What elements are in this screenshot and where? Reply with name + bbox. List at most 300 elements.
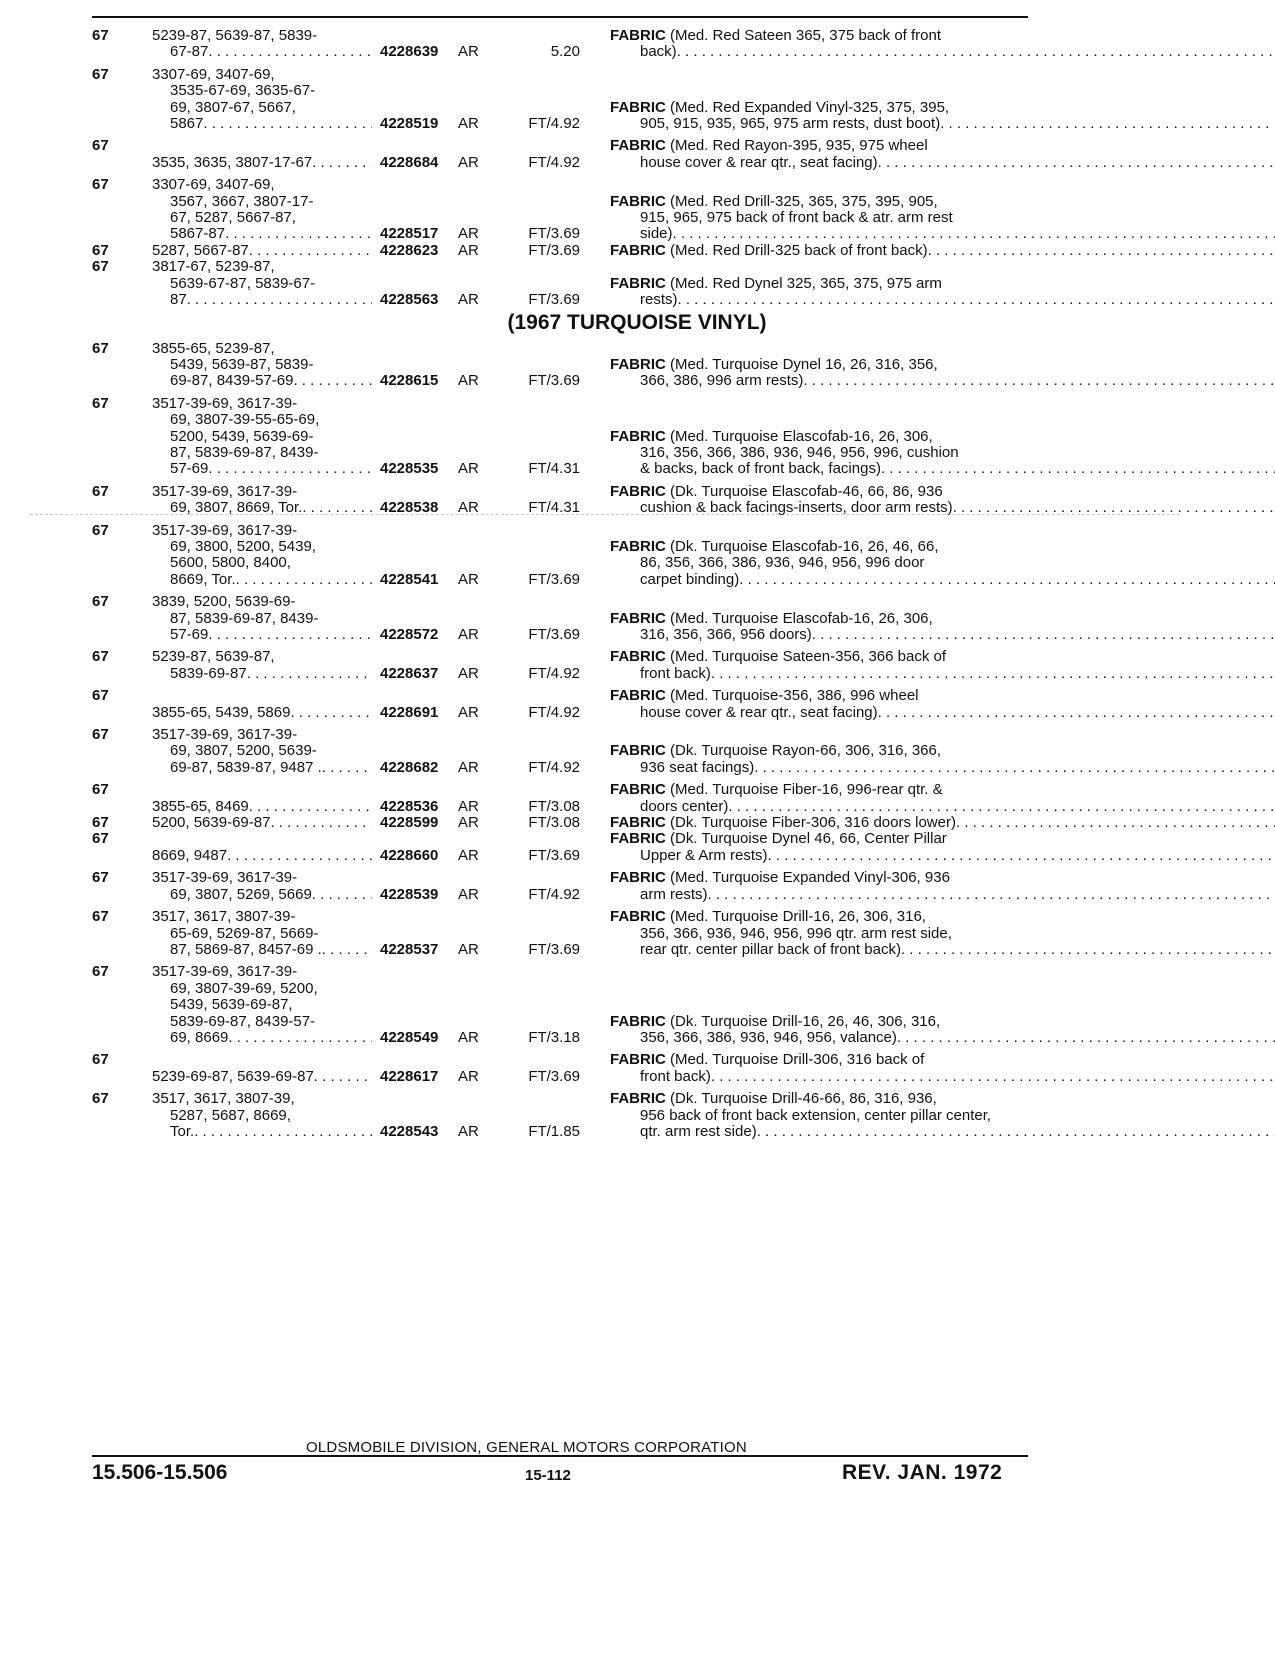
model-list (150, 594, 372, 643)
part-number: 4228538 (380, 499, 439, 517)
unit-price: FT/4.92 (528, 153, 580, 171)
footer-rule (92, 1455, 1028, 1457)
quantity: AR (458, 372, 479, 390)
unit-price: FT/3.69 (528, 626, 580, 643)
leader-dots (897, 1030, 1275, 1046)
quantity: AR (458, 626, 479, 643)
description (610, 138, 1275, 171)
quantity: AR (458, 1028, 479, 1046)
description-line: FABRIC (Med. Red Drill-325, 365, 375, 395, 905, (610, 192, 938, 210)
part-number: 4228684 (380, 153, 439, 171)
table-row (92, 396, 1032, 478)
leader-dots (208, 627, 372, 643)
description-line: FABRIC (Dk. Turquoise Dynel 46, 66, Center Pillar (610, 830, 947, 848)
model-year: 67 (92, 963, 109, 981)
model-text: 69, 3807, 8669, Tor. (170, 499, 303, 517)
description (610, 194, 1275, 243)
model-text: 5287, 5667-87 (152, 241, 249, 259)
part-number: 4228660 (380, 846, 439, 864)
leader-dots (728, 799, 1275, 815)
table-row (92, 259, 1032, 308)
table-row (92, 177, 1032, 243)
model-line: 5239-87, 5639-87, 5839- (152, 27, 318, 44)
table-row (92, 341, 1032, 390)
top-rule (92, 16, 1028, 18)
table-row (92, 1091, 1032, 1140)
description-keyword: FABRIC (610, 355, 666, 373)
model-text: 3855-65, 8469 (152, 797, 249, 815)
description-line: FABRIC (Dk. Turquoise Drill-16, 26, 46, 306, 316, (610, 1012, 941, 1030)
model-list (150, 259, 372, 308)
leader-dots (673, 226, 1275, 242)
description-line: FABRIC (Med. Turquoise-356, 386, 996 wheel (610, 687, 919, 705)
table-row (92, 688, 1032, 721)
description-text: 905, 915, 935, 965, 975 arm rests, dust boot) (640, 115, 941, 133)
description-line (610, 461, 1275, 477)
leader-dots (249, 799, 372, 815)
quantity: AR (458, 225, 479, 243)
model-list (150, 909, 372, 958)
leader-dots (247, 666, 372, 682)
model-list (150, 243, 372, 259)
model-year: 67 (92, 726, 109, 744)
description (610, 276, 1275, 309)
description-line: FABRIC (Med. Turquoise Elascofab-16, 26, 306, (610, 427, 933, 445)
description-text: 316, 356, 366, 956 doors) (640, 626, 812, 643)
model-line: 5839-69-87, 8439-57- (170, 1012, 316, 1030)
quantity: AR (458, 43, 479, 61)
model-year: 67 (92, 830, 109, 848)
model-year: 67 (92, 258, 109, 276)
quantity: AR (458, 814, 479, 832)
description (610, 743, 1275, 776)
description-keyword: FABRIC (610, 869, 666, 887)
leader-dots (314, 1069, 372, 1085)
model-line (152, 292, 372, 308)
description-keyword: FABRIC (610, 1012, 666, 1030)
model-year: 67 (92, 908, 109, 926)
unit-price: FT/4.92 (528, 885, 580, 903)
description-line: 316, 356, 366, 386, 936, 946, 956, 996, cushion (640, 443, 959, 461)
model-text: 5867-87 (170, 225, 226, 243)
description (610, 1014, 1275, 1047)
description-line: 956 back of front back extension, center pillar center, (640, 1106, 992, 1124)
leader-dots (227, 848, 372, 864)
model-text: 5839-69-87 (170, 664, 247, 682)
model-line (152, 848, 372, 864)
description-text: house cover & rear qtr., seat facing) (640, 153, 878, 171)
table-row (92, 909, 1032, 958)
model-line (152, 666, 372, 682)
leader-dots (940, 116, 1275, 132)
model-line: 69, 3800, 5200, 5439, (170, 537, 316, 555)
model-list (150, 177, 372, 243)
description-line: FABRIC (Med. Turquoise Drill-16, 26, 306, 316, (610, 908, 926, 926)
model-line (152, 942, 372, 958)
description-line (610, 848, 1275, 864)
footer-page-number: 15-112 (525, 1467, 571, 1484)
model-list (150, 799, 372, 815)
model-year: 67 (92, 27, 109, 44)
part-number: 4228536 (380, 797, 439, 815)
description (610, 831, 1275, 864)
leader-dots (803, 373, 1275, 389)
leader-dots (312, 155, 372, 171)
model-year: 67 (92, 339, 109, 357)
model-list (150, 1091, 372, 1140)
model-list (150, 155, 372, 171)
description-line (610, 1124, 1275, 1140)
description-text: doors center) (640, 797, 729, 815)
part-number: 4228682 (380, 758, 439, 776)
footer-organization: OLDSMOBILE DIVISION, GENERAL MOTORS CORPORATION (306, 1439, 747, 1456)
description-line: FABRIC (Dk. Turquoise Rayon-66, 306, 316, 366, (610, 742, 942, 760)
description-line (610, 155, 1275, 171)
model-year: 67 (92, 1051, 109, 1069)
description (610, 688, 1275, 721)
quantity: AR (458, 885, 479, 903)
description-line (610, 666, 1275, 682)
model-year: 67 (92, 137, 109, 155)
leader-dots (270, 815, 372, 831)
table-row (92, 484, 1032, 517)
model-line (152, 815, 372, 831)
description-text: front back) (640, 1067, 711, 1085)
description-keyword: FABRIC (610, 482, 666, 500)
description-text: carpet binding) (640, 570, 740, 588)
model-line: 69, 3807-39-55-65-69, (170, 411, 320, 429)
leader-dots (878, 155, 1275, 171)
model-text: 87 (170, 291, 187, 309)
table-row (92, 594, 1032, 643)
description-keyword: FABRIC (610, 137, 666, 155)
leader-dots (312, 887, 372, 903)
model-line: 5439, 5639-87, 5839- (170, 355, 314, 373)
description-line (610, 44, 1275, 60)
unit-price: FT/4.92 (528, 703, 580, 721)
part-number: 4228537 (380, 940, 439, 958)
model-text: 69, 8669 (170, 1028, 229, 1046)
unit-price: FT/3.69 (528, 940, 580, 958)
parts-group-turquoise (92, 341, 1032, 1141)
description (610, 870, 1275, 903)
model-line (152, 461, 372, 477)
part-number: 4228691 (380, 703, 439, 721)
model-line (152, 887, 372, 903)
model-year: 67 (92, 593, 109, 611)
description-text: front back) (640, 664, 711, 682)
model-year: 67 (92, 394, 109, 412)
model-line (152, 1030, 372, 1046)
unit-price: FT/4.31 (528, 499, 580, 517)
description-text: Upper & Arm rests) (640, 846, 768, 864)
description-line: FABRIC (Dk. Turquoise Elascofab-46, 66, 86, 936 (610, 482, 943, 500)
description-keyword: FABRIC (610, 537, 666, 555)
description-keyword: FABRIC (610, 192, 666, 210)
model-line: 3517-39-69, 3617-39- (152, 482, 298, 500)
part-number: 4228543 (380, 1122, 439, 1140)
description-line: 86, 356, 366, 386, 936, 946, 956, 996 door (640, 554, 925, 572)
quantity: AR (458, 940, 479, 958)
description-line (610, 116, 1275, 132)
leader-dots (208, 461, 372, 477)
unit-price: FT/3.69 (528, 846, 580, 864)
model-line: 5639-67-87, 5839-67- (170, 274, 316, 292)
model-year: 67 (92, 521, 109, 539)
description-line (610, 1030, 1275, 1046)
model-line: 69, 3807-39-69, 5200, (170, 979, 318, 997)
description (610, 100, 1275, 133)
model-line: 3517-39-69, 3617-39- (152, 869, 298, 887)
model-line: 3817-67, 5239-87, (152, 258, 275, 276)
unit-price: FT/4.92 (528, 758, 580, 776)
description-line (610, 572, 1275, 588)
table-row (92, 782, 1032, 815)
leader-dots (293, 373, 372, 389)
unit-price: FT/3.18 (528, 1028, 580, 1046)
quantity: AR (458, 499, 479, 517)
leader-dots (901, 942, 1275, 958)
description-keyword: FABRIC (610, 241, 666, 259)
description (610, 815, 1275, 831)
unit-price: FT/4.31 (528, 460, 580, 478)
description-text: FABRIC (Med. Red Drill-325 back of front back) (610, 241, 928, 259)
description-text: 936 seat facings) (640, 758, 755, 776)
unit-price: FT/4.92 (528, 664, 580, 682)
model-line (152, 44, 372, 60)
description (610, 539, 1275, 588)
model-line (152, 760, 372, 776)
model-line: 69, 3807-67, 5667, (170, 98, 296, 116)
model-text: 69-87, 5839-87, 9487 . (170, 758, 322, 776)
part-number: 4228517 (380, 225, 439, 243)
part-number: 4228541 (380, 570, 439, 588)
description-text: cushion & back facings-inserts, door arm rests) (640, 499, 953, 517)
description-text: & backs, back of front back, facings) (640, 460, 881, 478)
description-line: FABRIC (Dk. Turquoise Elascofab-16, 26, 46, 66, (610, 537, 939, 555)
description-keyword: FABRIC (610, 830, 666, 848)
description-text: 366, 386, 996 arm rests) (640, 372, 804, 390)
table-row (92, 1052, 1032, 1085)
table-row (92, 870, 1032, 903)
model-line: 3855-65, 5239-87, (152, 339, 275, 357)
leader-dots (302, 500, 372, 516)
model-list (150, 848, 372, 864)
model-list (150, 870, 372, 903)
model-year: 67 (92, 65, 109, 83)
model-list (150, 964, 372, 1046)
leader-dots (768, 848, 1275, 864)
description-keyword: FABRIC (610, 1090, 666, 1108)
model-line: 5200, 5439, 5639-69- (170, 427, 314, 445)
quantity: AR (458, 241, 479, 259)
leader-dots (677, 44, 1275, 60)
leader-dots (711, 1069, 1275, 1085)
leader-dots (757, 1124, 1275, 1140)
unit-price: FT/3.69 (528, 225, 580, 243)
part-number: 4228637 (380, 664, 439, 682)
model-list (150, 705, 372, 721)
description (610, 909, 1275, 958)
model-text: 5200, 5639-69-87 (152, 814, 271, 832)
description-keyword: FABRIC (610, 27, 666, 44)
leader-dots (678, 292, 1275, 308)
description-line: FABRIC (Med. Turquoise Sateen-356, 366 back of (610, 648, 947, 666)
leader-dots (236, 572, 372, 588)
description-keyword: FABRIC (610, 98, 666, 116)
description-text: house cover & rear qtr., seat facing) (640, 703, 878, 721)
model-text: 57-69 (170, 460, 209, 478)
model-line (152, 799, 372, 815)
description (610, 357, 1275, 390)
description-keyword: FABRIC (610, 687, 666, 705)
model-text: 3535, 3635, 3807-17-67 (152, 153, 313, 171)
unit-price: FT/3.69 (528, 1067, 580, 1085)
model-line: 3517-39-69, 3617-39- (152, 394, 298, 412)
quantity: AR (458, 664, 479, 682)
leader-dots (194, 1124, 372, 1140)
leader-dots (290, 705, 372, 721)
description-line (610, 292, 1275, 308)
table-row (92, 815, 1032, 831)
description (610, 782, 1275, 815)
table-row (92, 649, 1032, 682)
model-line: 65-69, 5269-87, 5669- (170, 924, 319, 942)
quantity: AR (458, 115, 479, 133)
description-line (610, 243, 1275, 259)
description-line (610, 373, 1275, 389)
model-line (152, 572, 372, 588)
model-line (152, 155, 372, 171)
description-text: back) (640, 43, 677, 61)
description-keyword: FABRIC (610, 742, 666, 760)
table-row (92, 523, 1032, 589)
description-line: FABRIC (Med. Turquoise Drill-306, 316 back of (610, 1051, 925, 1069)
unit-price: FT/1.85 (528, 1122, 580, 1140)
model-text: 8669, 9487 (152, 846, 228, 864)
unit-price: FT/3.69 (528, 241, 580, 259)
part-number: 4228563 (380, 291, 439, 309)
model-list (150, 815, 372, 831)
model-year: 67 (92, 869, 109, 887)
description-keyword: FABRIC (610, 814, 666, 832)
model-list (150, 396, 372, 478)
quantity: AR (458, 797, 479, 815)
description (610, 484, 1275, 517)
unit-price: FT/3.69 (528, 291, 580, 309)
model-line: 5239-87, 5639-87, (152, 648, 275, 666)
model-text: 67-87 (170, 43, 209, 61)
description-keyword: FABRIC (610, 781, 666, 799)
description-line: FABRIC (Med. Turquoise Dynel 16, 26, 316, 356, (610, 355, 938, 373)
model-year: 67 (92, 1090, 109, 1108)
leader-dots (812, 627, 1275, 643)
table-row (92, 138, 1032, 171)
leader-dots (322, 942, 372, 958)
table-row (92, 727, 1032, 776)
unit-price: FT/3.69 (528, 570, 580, 588)
part-number: 4228519 (380, 115, 439, 133)
description-line (610, 815, 1275, 831)
model-text: 8669, Tor. (170, 570, 236, 588)
leader-dots (225, 226, 372, 242)
parts-list (92, 22, 1032, 1140)
description-line: 915, 965, 975 back of front back & atr. arm rest (640, 209, 953, 227)
model-line (152, 226, 372, 242)
unit-price: FT/3.08 (528, 814, 580, 832)
part-number: 4228549 (380, 1028, 439, 1046)
description-line: FABRIC (Med. Red Sateen 365, 375 back of front (610, 27, 942, 44)
quantity: AR (458, 846, 479, 864)
quantity: AR (458, 1067, 479, 1085)
model-year: 67 (92, 241, 109, 259)
model-list (150, 28, 372, 61)
description (610, 1091, 1275, 1140)
table-row (92, 964, 1032, 1046)
model-year: 67 (92, 781, 109, 799)
leader-dots (956, 815, 1275, 831)
leader-dots (228, 1030, 372, 1046)
table-row (92, 67, 1032, 133)
model-line (152, 627, 372, 643)
description-line: FABRIC (Med. Turquoise Fiber-16, 996-rear qtr. & (610, 781, 943, 799)
model-year: 67 (92, 176, 109, 194)
description (610, 649, 1275, 682)
footer-group-number: 15.506-15.506 (92, 1461, 228, 1484)
parts-group-red (92, 28, 1032, 309)
quantity: AR (458, 570, 479, 588)
description-keyword: FABRIC (610, 427, 666, 445)
leader-dots (878, 705, 1275, 721)
model-line: 3517-39-69, 3617-39- (152, 521, 298, 539)
leader-dots (249, 243, 372, 259)
model-line: 3839, 5200, 5639-69- (152, 593, 296, 611)
model-text: 5867 (170, 115, 204, 133)
description (610, 243, 1275, 259)
description-line: FABRIC (Med. Red Dynel 325, 365, 375, 975 arm (610, 274, 942, 292)
unit-price: 5.20 (550, 43, 580, 61)
table-row (92, 28, 1032, 61)
section-heading: (1967 TURQUOISE VINYL) (507, 310, 767, 334)
model-list (150, 649, 372, 682)
model-line: 69, 3807, 5200, 5639- (170, 742, 317, 760)
part-number: 4228535 (380, 460, 439, 478)
model-list (150, 727, 372, 776)
leader-dots (708, 887, 1275, 903)
description-keyword: FABRIC (610, 908, 666, 926)
description-text: arm rests) (640, 885, 708, 903)
table-row (92, 831, 1032, 864)
description (610, 611, 1275, 644)
description-text: rests) (640, 291, 678, 309)
description-keyword: FABRIC (610, 648, 666, 666)
unit-price: FT/4.92 (528, 115, 580, 133)
model-line: 3535-67-69, 3635-67- (170, 82, 316, 100)
description-text: 356, 366, 386, 936, 946, 956, valance) (640, 1028, 897, 1046)
model-list (150, 484, 372, 517)
description-line (610, 226, 1275, 242)
part-number: 4228599 (380, 814, 439, 832)
unit-price: FT/3.69 (528, 372, 580, 390)
description-line: FABRIC (Med. Turquoise Expanded Vinyl-306, 936 (610, 869, 950, 887)
quantity: AR (458, 703, 479, 721)
leader-dots (754, 760, 1275, 776)
model-line (152, 500, 372, 516)
model-list (150, 523, 372, 589)
model-year: 67 (92, 482, 109, 500)
description-text: qtr. arm rest side) (640, 1122, 757, 1140)
description-text: FABRIC (Dk. Turquoise Fiber-306, 316 doors lower) (610, 814, 956, 832)
